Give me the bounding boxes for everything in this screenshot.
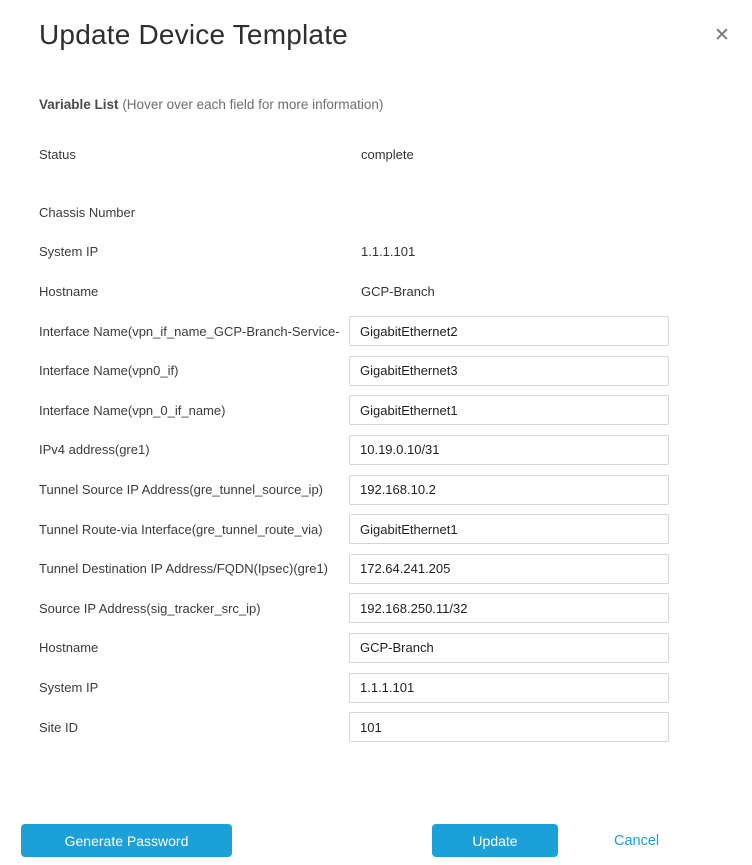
variable-value-cell	[349, 475, 669, 505]
variable-static-value: 1.1.1.101	[361, 244, 416, 260]
variable-input[interactable]	[349, 356, 669, 386]
variable-value-cell	[349, 244, 669, 259]
variable-label: Source IP Address(sig_tracker_src_ip)	[39, 600, 261, 616]
variable-label: Status	[39, 147, 76, 163]
variable-label: System IP	[39, 680, 99, 696]
variable-label: Tunnel Route-via Interface(gre_tunnel_route_via)	[39, 521, 323, 537]
variable-input[interactable]	[349, 514, 669, 544]
variable-input[interactable]	[349, 435, 669, 465]
modal-title: Update Device Template	[39, 19, 348, 50]
update-device-template-modal	[0, 19, 752, 865]
update-button[interactable]: Update	[432, 824, 558, 857]
variable-value-cell	[349, 147, 669, 162]
variable-rows	[39, 135, 669, 747]
variable-row	[39, 232, 669, 272]
variable-row	[39, 351, 669, 391]
variable-input[interactable]	[349, 395, 669, 425]
variable-row	[39, 272, 669, 312]
variable-input[interactable]	[349, 593, 669, 623]
variable-label: Interface Name(vpn_if_name_GCP-Branch-Service-	[39, 323, 340, 339]
variable-label: Chassis Number	[39, 204, 136, 220]
close-icon[interactable]: ✕	[714, 24, 730, 46]
variable-list-hint: (Hover over each field for more information)	[122, 97, 384, 112]
variable-value-cell	[349, 356, 669, 386]
variable-static-value: GCP-Branch	[361, 284, 435, 300]
modal-footer	[0, 824, 752, 857]
variable-list-heading: Variable List	[39, 97, 119, 112]
variable-row	[39, 470, 669, 510]
variable-row	[39, 311, 669, 351]
variable-row	[39, 509, 669, 549]
variable-value-cell	[349, 395, 669, 425]
variable-value-cell	[349, 284, 669, 299]
variable-label: System IP	[39, 244, 99, 260]
variable-value-cell	[349, 435, 669, 465]
variable-row	[39, 668, 669, 708]
generate-password-button[interactable]: Generate Password	[21, 824, 232, 857]
variable-input[interactable]	[349, 673, 669, 703]
variable-row	[39, 430, 669, 470]
variable-row	[39, 707, 669, 747]
variable-label: Tunnel Source IP Address(gre_tunnel_source_ip)	[39, 482, 324, 498]
variable-list-header	[39, 97, 752, 112]
variable-input[interactable]	[349, 475, 669, 505]
variable-label: Site ID	[39, 719, 79, 735]
variable-value-cell	[349, 316, 669, 346]
variable-value-cell	[349, 593, 669, 623]
variable-value-cell	[349, 673, 669, 703]
variable-label: IPv4 address(gre1)	[39, 442, 150, 458]
variable-row	[39, 193, 669, 233]
variable-label: Hostname	[39, 284, 99, 300]
variable-row	[39, 628, 669, 668]
variable-input[interactable]	[349, 712, 669, 742]
variable-label: Tunnel Destination IP Address/FQDN(Ipsec)(gre1)	[39, 561, 329, 577]
variable-row	[39, 391, 669, 431]
variable-value-cell	[349, 712, 669, 742]
variable-label: Hostname	[39, 640, 99, 656]
variable-row	[39, 549, 669, 589]
variable-input[interactable]	[349, 316, 669, 346]
variable-row	[39, 589, 669, 629]
variable-value-cell	[349, 514, 669, 544]
variable-label: Interface Name(vpn0_if)	[39, 363, 179, 379]
variable-value-cell	[349, 633, 669, 663]
cancel-link[interactable]: Cancel	[614, 832, 660, 849]
variable-input[interactable]	[349, 633, 669, 663]
variable-static-value: complete	[361, 147, 414, 163]
variable-row	[39, 135, 669, 175]
variable-label: Interface Name(vpn_0_if_name)	[39, 402, 226, 418]
variable-value-cell	[349, 554, 669, 584]
variable-input[interactable]	[349, 554, 669, 584]
